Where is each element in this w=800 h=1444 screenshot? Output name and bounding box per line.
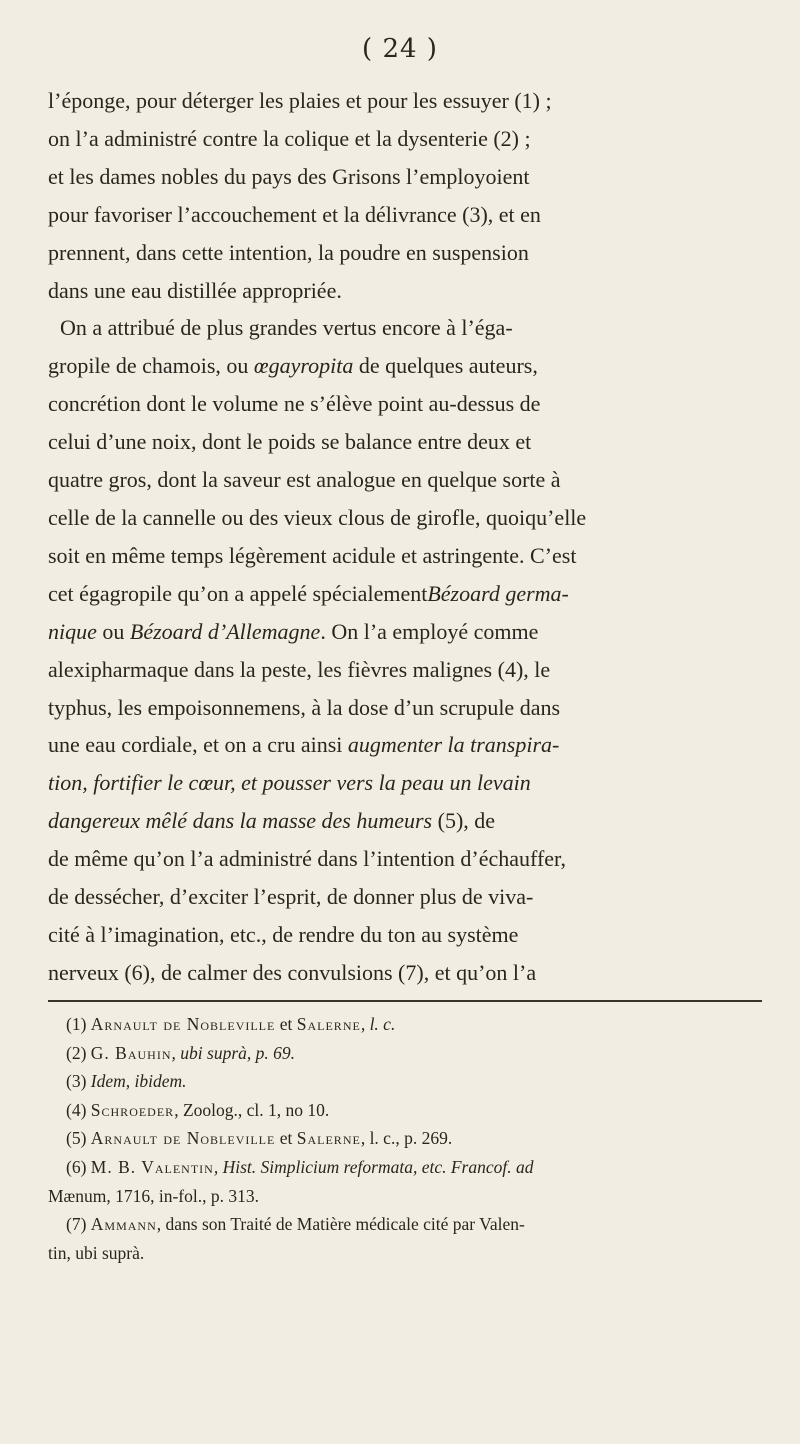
footnote-text: , Zoolog., cl. 1, no 10. bbox=[174, 1099, 330, 1120]
text-line: soit en même temps légèrement acidule et astringente. C’est bbox=[48, 542, 577, 568]
footnote-author: Arnault de Nobleville bbox=[90, 1014, 276, 1034]
text-line: concrétion dont le volume ne s’élève point au-dessus de bbox=[48, 391, 541, 417]
footnotes bbox=[48, 1010, 762, 1267]
footnote-text: Idem, ibidem. bbox=[90, 1071, 187, 1092]
italic-term: Bézoard germa- bbox=[427, 580, 569, 606]
text-line: celui d’une noix, dont le poids se balance entre deux et bbox=[48, 429, 532, 455]
text-line bbox=[48, 575, 768, 613]
footnote-text: et bbox=[279, 1014, 293, 1034]
text-line bbox=[48, 613, 768, 651]
text-line bbox=[48, 764, 768, 802]
page-number: ( 24 ) bbox=[362, 34, 438, 64]
footnote-author: G. Bauhin bbox=[90, 1042, 172, 1063]
footnote-number: (4) bbox=[66, 1099, 87, 1120]
text-line: et les dames nobles du pays des Grisons l’employoient bbox=[48, 163, 530, 189]
text-fragment: (5), de bbox=[437, 808, 496, 834]
footnote bbox=[48, 1039, 762, 1068]
footnote-text: , ubi suprà, p. 69. bbox=[171, 1042, 295, 1063]
footnote bbox=[48, 1124, 762, 1153]
footnote-rule bbox=[48, 1000, 762, 1002]
footnote-number: (1) bbox=[66, 1014, 87, 1034]
text-line: l’éponge, pour déterger les plaies et pour les essuyer (1) ; bbox=[48, 88, 552, 113]
footnote-author: Schroeder bbox=[90, 1099, 175, 1120]
text-fragment: cet égagropile qu’on a appelé spécialement bbox=[48, 580, 428, 606]
text-line: de même qu’on l’a administré dans l’intention d’échauffer, bbox=[48, 846, 566, 872]
italic-term: dangereux mêlé dans la masse des humeurs bbox=[48, 808, 433, 834]
italic-term: œgayropita bbox=[253, 353, 354, 379]
footnote bbox=[48, 1010, 762, 1039]
text-line: nerveux (6), de calmer des convulsions (7), et qu’on l’a bbox=[48, 959, 537, 985]
text-line: On a attribué de plus grandes vertus encore à l’éga- bbox=[60, 315, 513, 341]
footnote-continuation: Mænum, 1716, in-fol., p. 313. bbox=[48, 1185, 259, 1206]
text-line: quatre gros, dont la saveur est analogue en quelque sorte à bbox=[48, 467, 561, 493]
text-line: pour favoriser l’accouchement et la délivrance (3), et en bbox=[48, 201, 541, 227]
footnote-text: , l. c. bbox=[360, 1014, 396, 1034]
italic-term: Bézoard d’Allemagne bbox=[129, 618, 321, 644]
footnote-text: , Hist. Simplicium reformata, etc. Francof. ad bbox=[213, 1156, 534, 1177]
text-line: cité à l’imagination, etc., de rendre du ton au système bbox=[48, 921, 519, 947]
text-fragment: . On l’a employé comme bbox=[320, 618, 539, 644]
text-fragment: ou bbox=[102, 618, 125, 644]
text-line: celle de la cannelle ou des vieux clous de girofle, quoiqu’elle bbox=[48, 504, 587, 530]
footnote-author: Arnault de Nobleville bbox=[90, 1128, 276, 1149]
footnote-number: (6) bbox=[66, 1156, 87, 1177]
italic-term: tion, fortifier le cœur, et pousser vers la peau un levain bbox=[48, 770, 531, 796]
text-fragment: de quelques auteurs, bbox=[358, 353, 538, 379]
text-line bbox=[48, 802, 768, 840]
text-line: on l’a administré contre la colique et la dysenterie (2) ; bbox=[48, 125, 531, 151]
footnote-author: Ammann bbox=[90, 1214, 157, 1235]
italic-term: nique bbox=[48, 618, 97, 644]
text-fragment: gropile de chamois, ou bbox=[48, 353, 249, 379]
footnote-author: Salerne bbox=[296, 1014, 361, 1034]
footnote bbox=[48, 1096, 762, 1125]
footnote-number: (5) bbox=[66, 1128, 87, 1149]
text-line bbox=[48, 726, 768, 764]
footnote bbox=[48, 1153, 762, 1182]
footnote-text: , l. c., p. 269. bbox=[360, 1128, 453, 1149]
text-line: de dessécher, d’exciter l’esprit, de donner plus de viva- bbox=[48, 884, 534, 910]
text-line: typhus, les empoisonnemens, à la dose d’un scrupule dans bbox=[48, 694, 561, 720]
footnote bbox=[48, 1210, 762, 1239]
footnote-author: Salerne bbox=[296, 1128, 361, 1149]
footnote-number: (3) bbox=[66, 1071, 87, 1092]
text-line: alexipharmaque dans la peste, les fièvres malignes (4), le bbox=[48, 656, 551, 682]
italic-term: augmenter la transpira- bbox=[347, 732, 560, 758]
footnote-text: et bbox=[279, 1128, 293, 1149]
text-fragment: une eau cordiale, et on a cru ainsi bbox=[48, 732, 343, 758]
footnote-author: M. B. Valentin bbox=[90, 1156, 214, 1177]
footnote-continuation: tin, ubi suprà. bbox=[48, 1242, 145, 1263]
text-line: prennent, dans cette intention, la poudre en suspension bbox=[48, 239, 529, 265]
body-text bbox=[48, 82, 768, 992]
text-line bbox=[48, 347, 768, 385]
text-line: dans une eau distillée appropriée. bbox=[48, 277, 342, 303]
footnote-text: , dans son Traité de Matière médicale cité par Valen- bbox=[156, 1214, 525, 1235]
footnote bbox=[48, 1067, 762, 1096]
footnote-number: (2) bbox=[66, 1042, 87, 1063]
footnote-number: (7) bbox=[66, 1214, 87, 1235]
